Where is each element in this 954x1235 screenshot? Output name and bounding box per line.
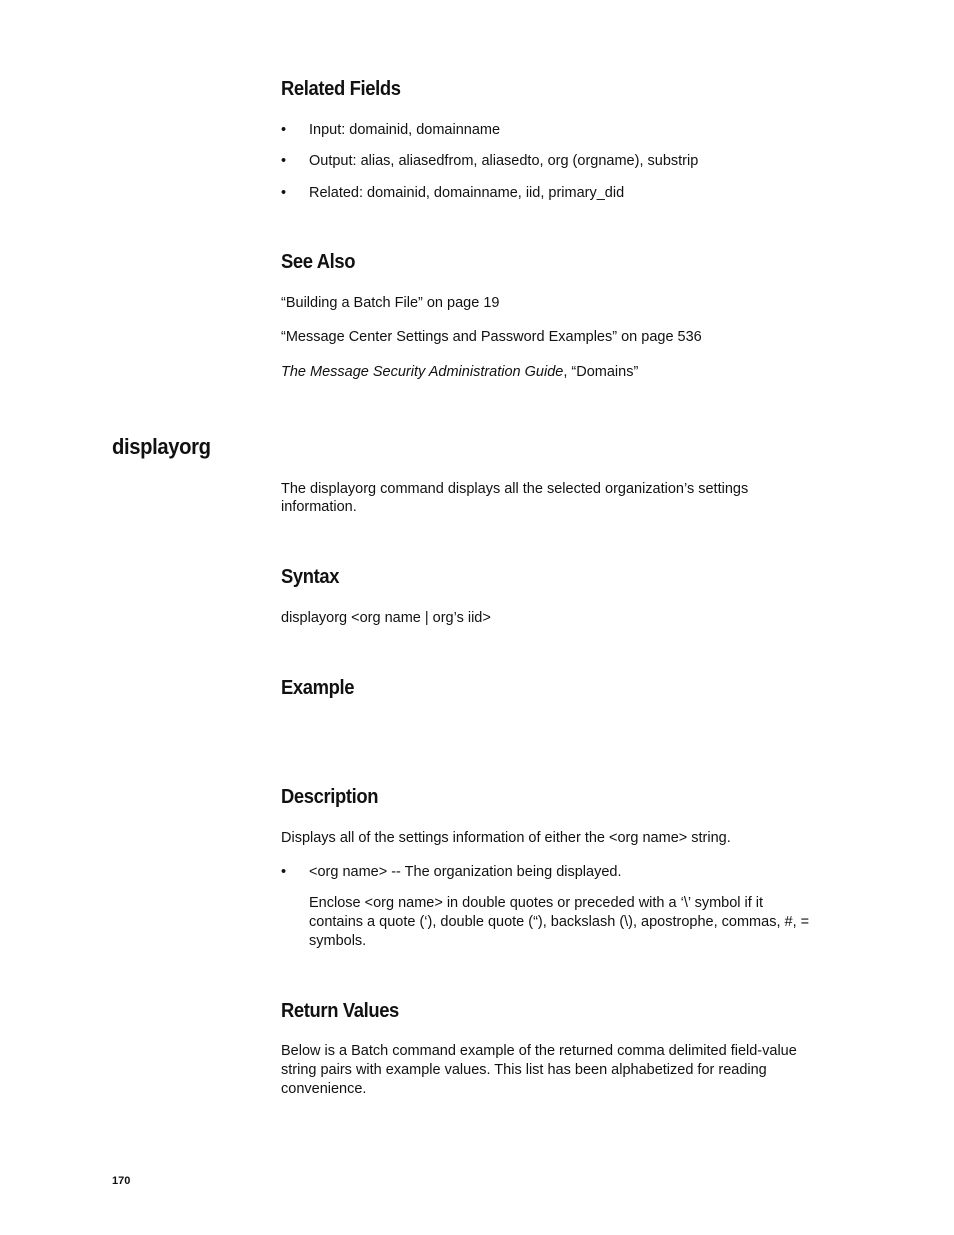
description-text: Displays all of the settings information of either the <org name> string.	[281, 830, 731, 846]
return-values-heading: Return Values	[281, 1000, 399, 1022]
displayorg-heading: displayorg	[112, 434, 211, 459]
related-fields-related: Related: domainid, domainname, iid, primary_did	[309, 185, 625, 201]
return-values-line2: string pairs with example values. This list has been alphabetized for reading	[281, 1062, 767, 1078]
related-fields-input: Input: domainid, domainname	[309, 122, 501, 138]
guide-title: The Message Security Administration Guide	[281, 364, 564, 380]
description-note-line1: Enclose <org name> in double quotes or preceded with a ‘\’ symbol if it	[309, 895, 764, 911]
syntax-text: displayorg <org name | org’s iid>	[281, 610, 491, 626]
related-fields-heading: Related Fields	[281, 78, 401, 100]
description-note-line2: contains a quote (‘), double quote (“), backslash (\), apostrophe, commas, #, =	[309, 914, 810, 930]
see-also-link-message-center[interactable]: “Message Center Settings and Password Examples” on page 536	[281, 329, 702, 345]
description-bullet-org-name: <org name> -- The organization being displayed.	[309, 864, 622, 880]
bullet-icon: •	[281, 864, 287, 880]
see-also-guide-reference	[281, 363, 638, 382]
description-heading: Description	[281, 786, 379, 808]
bullet-icon: •	[281, 185, 287, 201]
see-also-link-batch-file[interactable]: “Building a Batch File” on page 19	[281, 295, 500, 311]
bullet-icon: •	[281, 153, 287, 169]
return-values-line3: convenience.	[281, 1081, 367, 1097]
return-values-line1: Below is a Batch command example of the returned comma delimited field-value	[281, 1043, 797, 1059]
related-fields-output: Output: alias, aliasedfrom, aliasedto, org (orgname), substrip	[309, 153, 699, 169]
bullet-icon: •	[281, 122, 287, 138]
page-number: 170	[112, 1175, 131, 1187]
description-note-line3: symbols.	[309, 933, 367, 949]
example-heading: Example	[281, 677, 355, 699]
guide-suffix: , “Domains”	[563, 364, 639, 380]
displayorg-intro-line2: information.	[281, 499, 357, 515]
displayorg-intro-line1: The displayorg command displays all the selected organization’s settings	[281, 481, 749, 497]
syntax-heading: Syntax	[281, 566, 340, 588]
see-also-heading: See Also	[281, 251, 356, 273]
